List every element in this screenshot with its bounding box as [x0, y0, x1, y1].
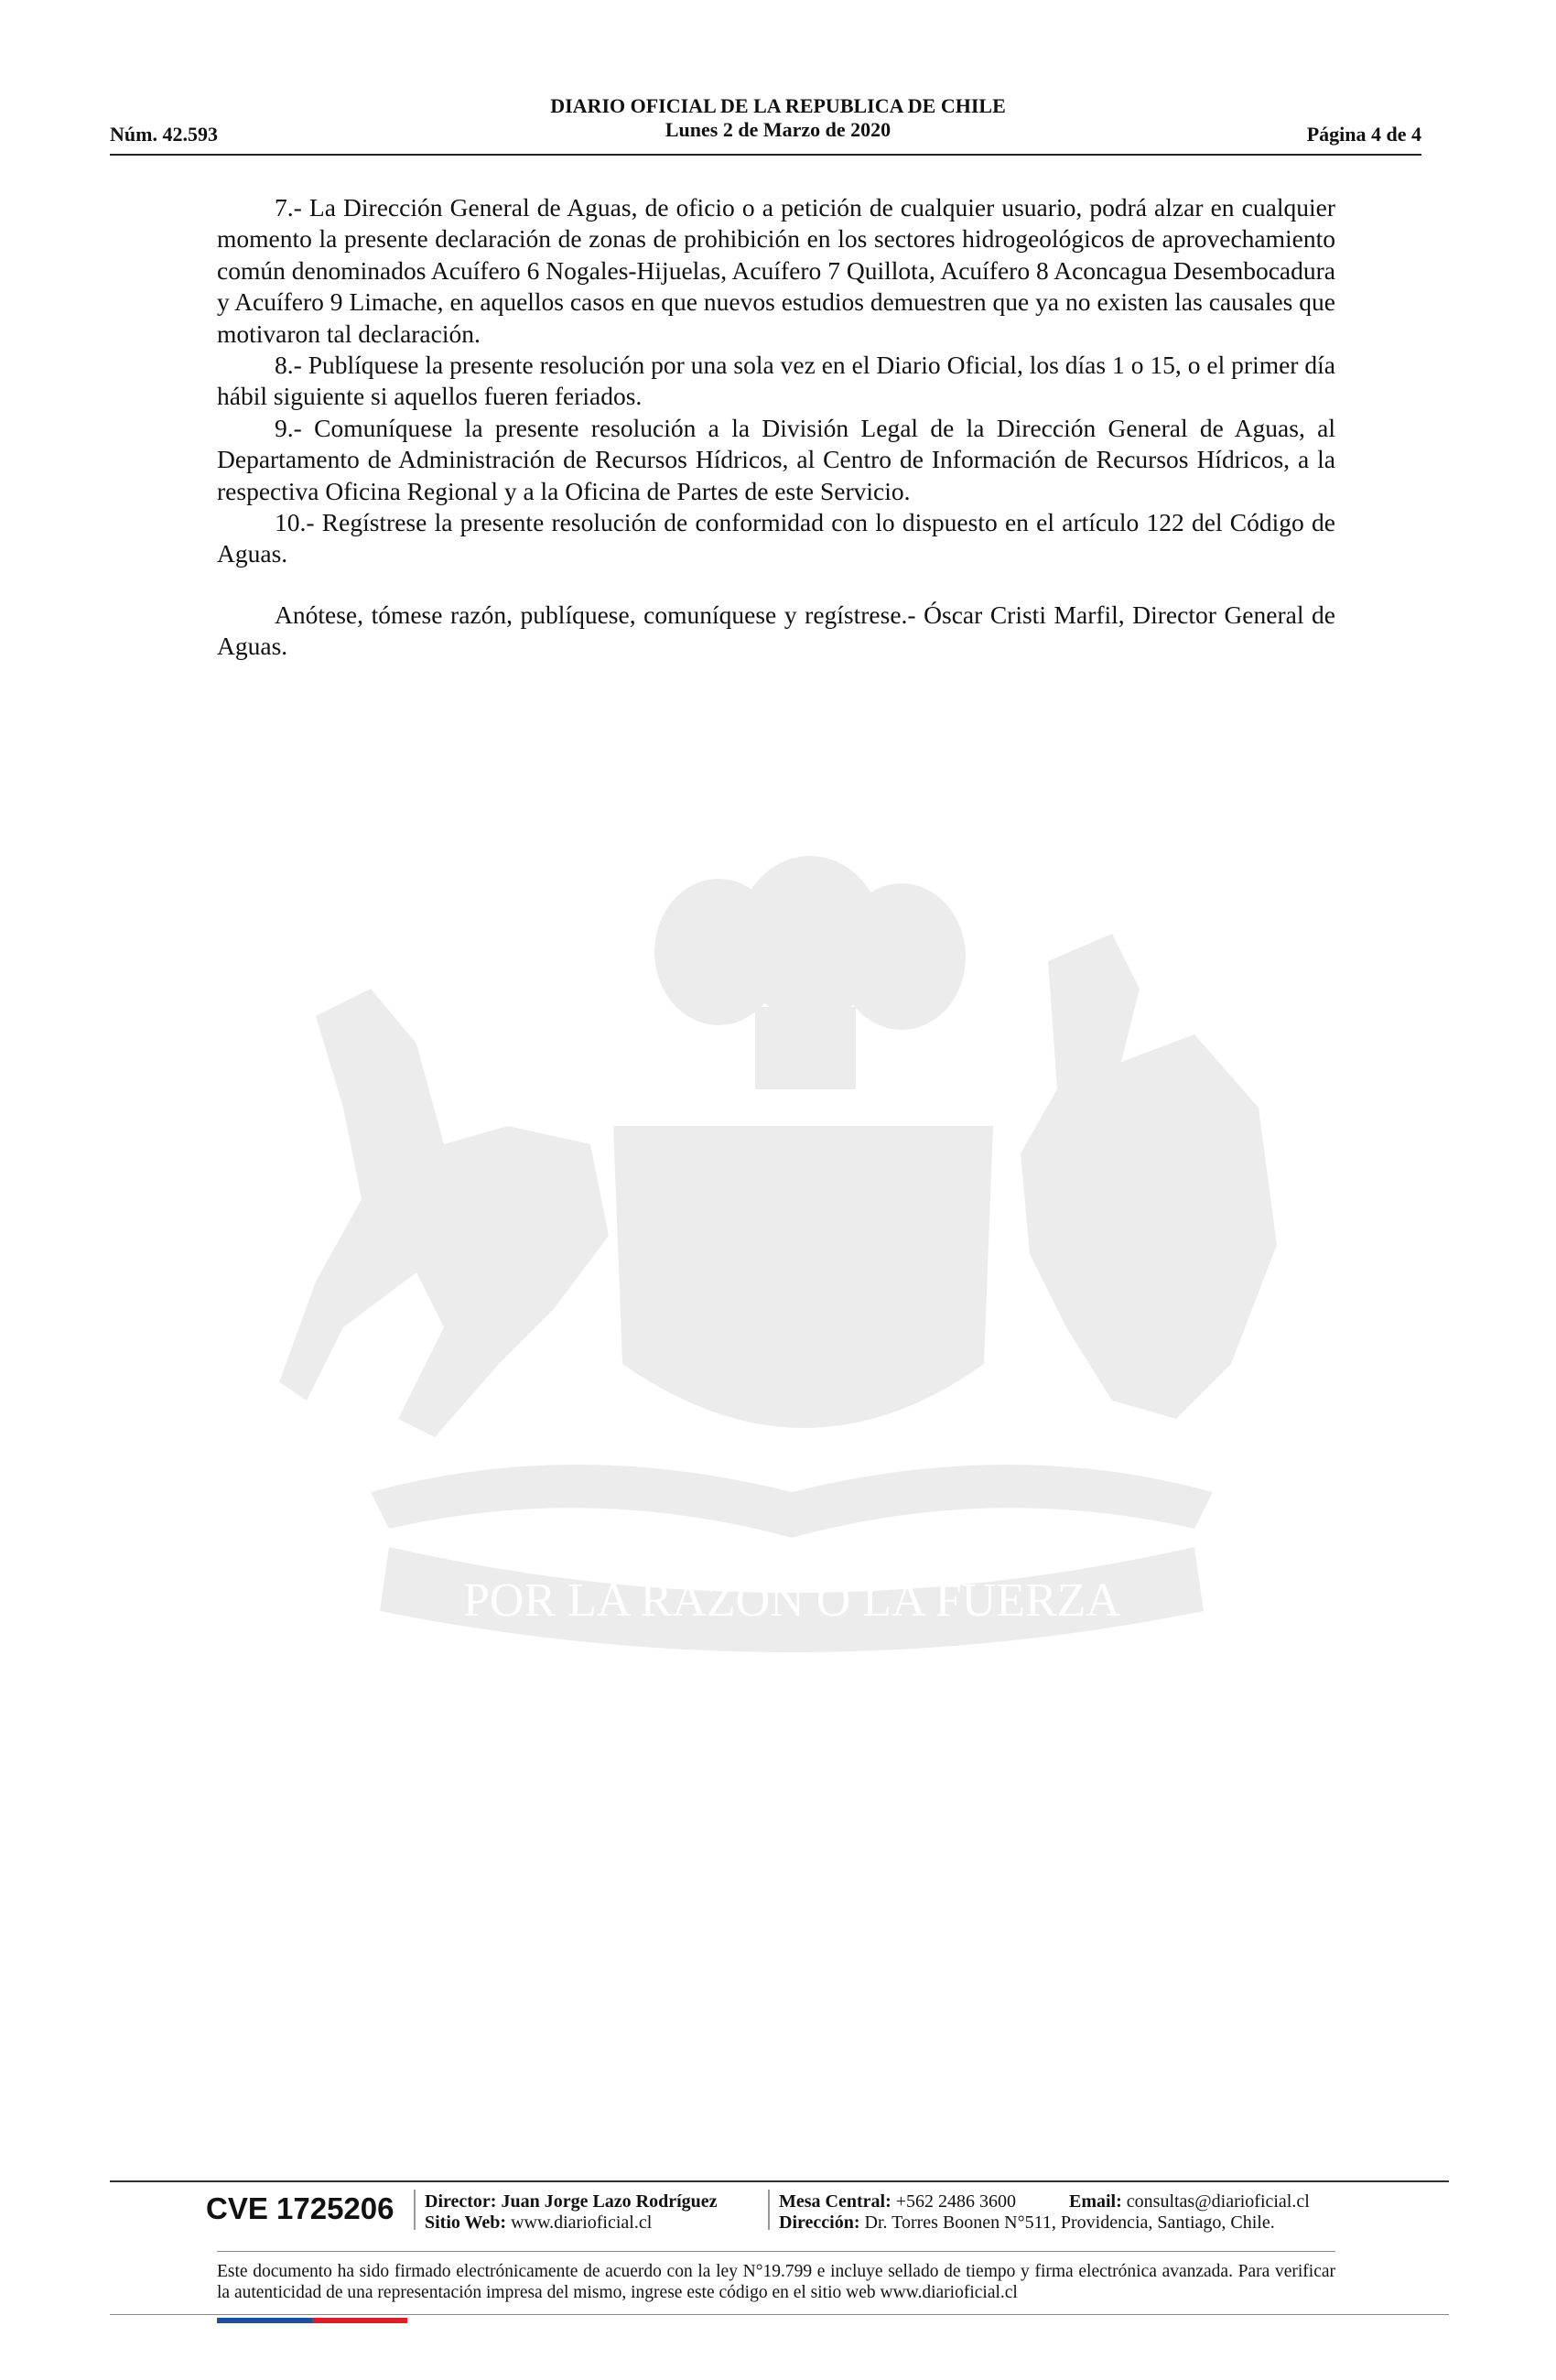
phone-label: Mesa Central:: [779, 2191, 891, 2212]
director-name: Juan Jorge Lazo Rodríguez: [501, 2191, 718, 2212]
flag-blue-segment: [217, 2318, 312, 2323]
footer-divider-top: [110, 2180, 1449, 2182]
footer-divider-bottom: [110, 2314, 1449, 2315]
footer-separator: [414, 2190, 416, 2230]
footer-email-block: [1069, 2191, 1310, 2212]
paragraph-7: 7.- La Dirección General de Aguas, de oficio o a petición de cualquier usuario, podrá alzar en cualquier momento la presente declaración de zonas de prohibición en los sectores hidrogeológicos de aprovechamiento común denominados Acuífero 6 Nogales-Hijuelas, Acuífero 7 Quillota, Acuífero 8 Aconcagua Desembocadura y Acuífero 9 Limache, en aquellos casos en que nuevos estudios demuestren que ya no existen las causales que motivaron tal declaración.: [217, 193, 1335, 348]
paragraph-8: 8.- Publíquese la presente resolución por una sola vez en el Diario Oficial, los días 1 o 15, o el primer día hábil siguiente si aquellos fueren feriados.: [217, 351, 1335, 411]
cve-code: CVE 1725206: [206, 2191, 394, 2225]
address-label: Dirección:: [779, 2212, 860, 2233]
email-link[interactable]: consultas@diarioficial.cl: [1126, 2191, 1310, 2212]
page-indicator: Página 4 de 4: [1306, 123, 1421, 146]
director-label: Director:: [425, 2191, 497, 2212]
footer-director-block: [425, 2191, 718, 2234]
header-divider: [110, 154, 1421, 156]
coat-of-arms-watermark-icon: [206, 851, 1350, 1675]
footer-separator: [768, 2190, 770, 2230]
motto-text: POR LA RAZON O LA FUERZA: [463, 1574, 1120, 1627]
gazette-title: DIARIO OFICIAL DE LA REPUBLICA DE CHILE: [550, 94, 1006, 117]
closing-signature: Anótese, tómese razón, publíquese, comuníquese y regístrese.- Óscar Cristi Marfil, Director General de Aguas.: [217, 600, 1335, 661]
issue-date: Lunes 2 de Marzo de 2020: [665, 118, 891, 141]
email-label: Email:: [1069, 2191, 1122, 2212]
flag-stripe: [217, 2318, 407, 2323]
address-value: Dr. Torres Boonen N°511, Providencia, Santiago, Chile.: [864, 2212, 1275, 2233]
paragraph-10: 10.- Regístrese la presente resolución de conformidad con lo dispuesto en el artículo 122 del Código de Aguas.: [217, 508, 1335, 568]
resolution-body: [217, 192, 1335, 663]
website-label: Sitio Web:: [425, 2212, 507, 2233]
issue-number: Núm. 42.593: [110, 123, 218, 146]
flag-red-segment: [312, 2318, 407, 2323]
phone-value: +562 2486 3600: [895, 2191, 1017, 2212]
legal-notice: Este documento ha sido firmado electrónicamente de acuerdo con la ley N°19.799 e incluye sellado de tiempo y firma electrónica avanzada. Para verificar la autenticidad de una representación impresa del mismo, ingrese este código en el sitio web www.diarioficial.cl: [217, 2262, 1335, 2302]
website-link[interactable]: www.diarioficial.cl: [511, 2212, 653, 2233]
paragraph-9: 9.- Comuníquese la presente resolución a la División Legal de la Dirección General de Aguas, al Departamento de Administración de Recursos Hídricos, al Centro de Información de Recursos Hídricos, a la respectiva Oficina Regional y a la Oficina de Partes de este Servicio.: [217, 413, 1335, 505]
footer-divider-mid: [217, 2251, 1335, 2252]
